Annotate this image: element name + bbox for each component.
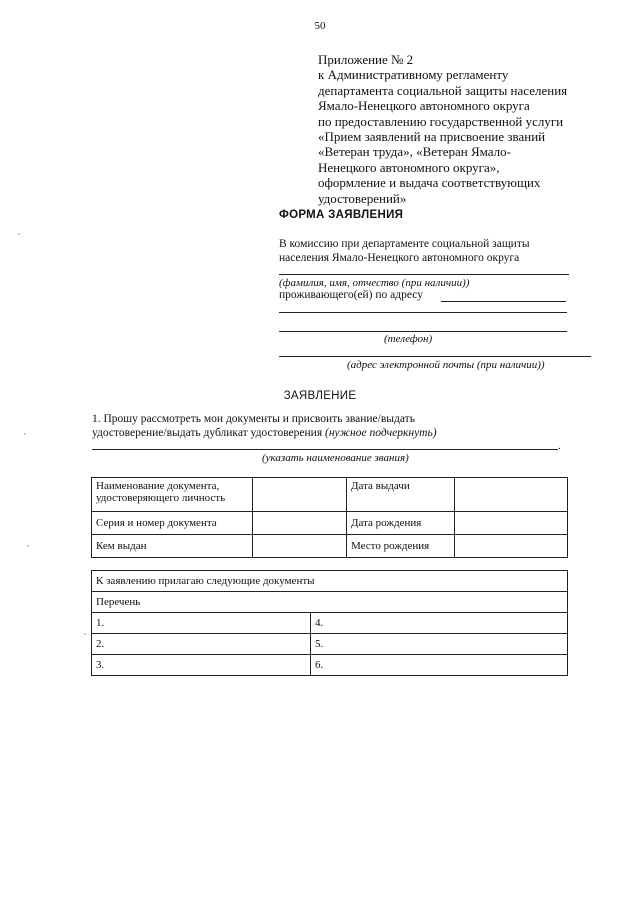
table-row: [92, 512, 568, 535]
appendix-line: Приложение № 2: [318, 52, 414, 67]
page-number: 50: [314, 20, 326, 32]
documents-subheader: Перечень: [92, 592, 568, 613]
appendix-line: удостоверений»: [318, 190, 407, 206]
paragraph-line-2: [92, 426, 562, 440]
table-cell-label: Наименование документа, удостоверяющего личность: [92, 478, 253, 512]
table-row: [92, 655, 568, 676]
address-label: проживающего(ей) по адресу: [279, 289, 423, 301]
appendix-line: Ненецкого автономного округа»,: [318, 159, 500, 175]
table-row: [92, 592, 568, 613]
address-line-1[interactable]: [441, 301, 566, 302]
title-line[interactable]: [92, 449, 558, 450]
table-row: [92, 634, 568, 655]
address-line-2[interactable]: [279, 312, 567, 313]
scan-mark: [84, 633, 86, 635]
appendix-line: Ямало-Ненецкого автономного округа: [318, 98, 530, 114]
document-item[interactable]: 1.: [92, 613, 311, 634]
table-cell-input[interactable]: [253, 512, 347, 535]
table-cell-input[interactable]: [455, 478, 568, 512]
appendix-line: департамента социальной защиты населения: [318, 82, 568, 98]
title-caption: (указать наименование звания): [262, 452, 409, 464]
appendix-line: по предоставлению государственной услуги: [318, 113, 564, 129]
document-item[interactable]: 4.: [311, 613, 568, 634]
form-title: ФОРМА ЗАЯВЛЕНИЯ: [279, 209, 404, 221]
paragraph-line-2-text: удостоверение/выдать дубликат удостоверения: [92, 427, 323, 439]
table-cell-input[interactable]: [253, 535, 347, 558]
table-row: [92, 478, 568, 512]
appendix-header: [318, 52, 608, 206]
table-cell-input[interactable]: [455, 535, 568, 558]
documents-header: К заявлению прилагаю следующие документы: [92, 571, 568, 592]
table-cell-input[interactable]: [253, 478, 347, 512]
paragraph-line-2-note: (нужное подчеркнуть): [325, 427, 437, 439]
document-item[interactable]: 5.: [311, 634, 568, 655]
statement-paragraph: [92, 412, 562, 440]
phone-line[interactable]: [279, 331, 567, 332]
phone-caption: (телефон): [384, 333, 433, 345]
table-cell-label: Дата выдачи: [347, 478, 455, 512]
identity-table: [91, 477, 568, 558]
table-cell-label: Место рождения: [347, 535, 455, 558]
table-row: [92, 535, 568, 558]
appendix-line: «Прием заявлений на присвоение званий: [318, 129, 546, 145]
email-caption: (адрес электронной почты (при наличии)): [347, 359, 545, 371]
documents-table: [91, 570, 568, 676]
table-cell-label: Кем выдан: [92, 535, 253, 558]
scan-mark: [27, 545, 29, 547]
scan-mark: [18, 233, 20, 235]
commission-line-1: В комиссию при департаменте социальной защиты: [279, 238, 530, 250]
statement-title: ЗАЯВЛЕНИЕ: [283, 390, 357, 402]
document-item[interactable]: 2.: [92, 634, 311, 655]
document-item[interactable]: 3.: [92, 655, 311, 676]
table-cell-input[interactable]: [455, 512, 568, 535]
table-row: [92, 613, 568, 634]
appendix-line: «Ветеран труда», «Ветеран Ямало-: [318, 144, 511, 160]
appendix-line: к Административному регламенту: [318, 67, 509, 83]
table-cell-label: Серия и номер документа: [92, 512, 253, 535]
commission-line-2: населения Ямало-Ненецкого автономного округа: [279, 252, 520, 264]
document-item[interactable]: 6.: [311, 655, 568, 676]
fio-line[interactable]: [279, 274, 569, 275]
fio-caption: (фамилия, имя, отчество (при наличии)): [279, 277, 470, 289]
email-line[interactable]: [279, 356, 591, 357]
appendix-line: оформление и выдача соответствующих: [318, 175, 541, 191]
scan-mark: [24, 433, 26, 435]
table-row: [92, 571, 568, 592]
table-cell-label: Дата рождения: [347, 512, 455, 535]
title-line-end: .: [558, 440, 561, 452]
paragraph-line-1: 1. Прошу рассмотреть мои документы и присвоить звание/выдать: [92, 413, 415, 425]
commission-addressee: [279, 237, 579, 265]
